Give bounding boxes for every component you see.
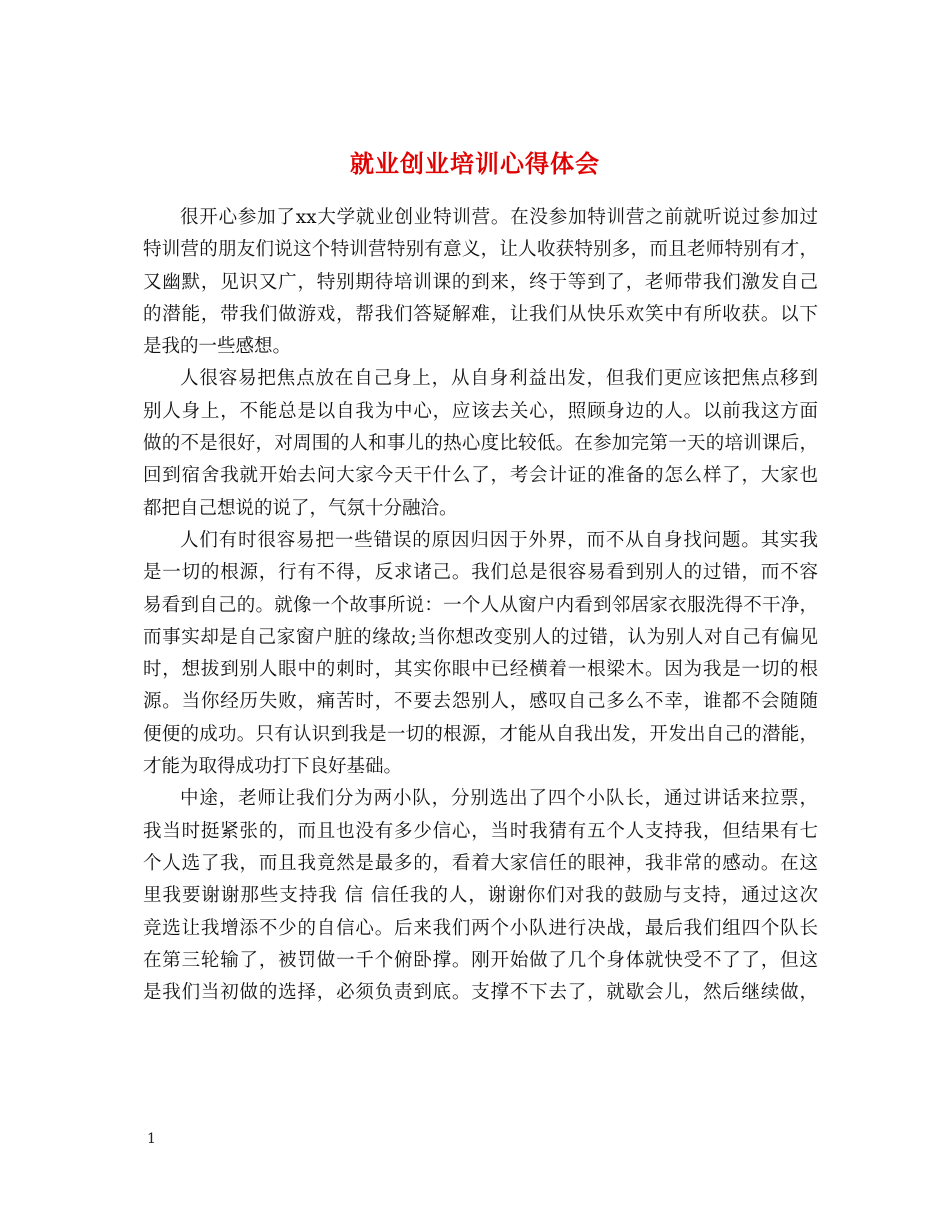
text-line: 的潜能，带我们做游戏，帮我们答疑解难，让我们从快乐欢笑中有所收获。以下 xyxy=(143,303,818,325)
text-line: 人们有时很容易把一些错误的原因归因于外界，而不从自身找问题。其实我 xyxy=(180,529,818,551)
text-line: 时，想拔到别人眼中的刺时，其实你眼中已经横着一根梁木。因为我是一切的根 xyxy=(143,659,818,681)
text-line: 里我要谢谢那些支持我 信 信任我的人，谢谢你们对我的鼓励与支持，通过这次 xyxy=(143,885,818,907)
text-line: 很开心参加了xx大学就业创业特训营。在没参加特训营之前就听说过参加过 xyxy=(180,207,818,228)
text-line: 中途，老师让我们分为两小队，分别选出了四个小队长，通过讲话来拉票， xyxy=(180,788,818,810)
text-line: 才能为取得成功打下良好基础。 xyxy=(143,756,403,778)
document-body xyxy=(143,202,818,1009)
text-line: 易看到自己的。就像一个故事所说：一个人从窗户内看到邻居家衣服洗得不干净， xyxy=(143,594,818,616)
text-line: 是一切的根源，行有不得，反求诸己。我们总是很容易看到别人的过错，而不容 xyxy=(143,562,818,584)
text-line: 个人选了我，而且我竟然是最多的，看着大家信任的眼神，我非常的感动。在这 xyxy=(143,852,818,874)
text-line: 特训营的朋友们说这个特训营特别有意义，让人收获特别多，而且老师特别有才， xyxy=(143,239,818,261)
text-line: 便便的成功。只有认识到我是一切的根源，才能从自我出发，开发出自己的潜能， xyxy=(143,723,818,745)
page-number: 1 xyxy=(147,1131,156,1147)
paragraph-2 xyxy=(143,363,818,524)
document-title: 就业创业培训心得体会 xyxy=(350,149,600,179)
text-line: 人很容易把焦点放在自己身上，从自身利益出发，但我们更应该把焦点移到 xyxy=(180,368,818,390)
paragraph-3 xyxy=(143,525,818,783)
text-line: 别人身上，不能总是以自我为中心，应该去关心，照顾身边的人。以前我这方面 xyxy=(143,400,818,422)
text-line: 做的不是很好，对周围的人和事儿的热心度比较低。在参加完第一天的培训课后， xyxy=(143,433,818,455)
text-line: 是我的一些感想。 xyxy=(143,336,292,358)
text-line: 是我们当初做的选择，必须负责到底。支撑不下去了，就歇会儿，然后继续做， xyxy=(143,982,818,1004)
text-line: 在第三轮输了，被罚做一千个俯卧撑。刚开始做了几个身体就快受不了了，但这 xyxy=(143,949,818,971)
text-line: 源。当你经历失败，痛苦时，不要去怨别人，感叹自己多么不幸，谁都不会随随 xyxy=(143,691,818,713)
text-line: 我当时挺紧张的，而且也没有多少信心，当时我猜有五个人支持我，但结果有七 xyxy=(143,820,818,842)
paragraph-1 xyxy=(143,202,818,363)
text-line: 都把自己想说的说了，气氛十分融洽。 xyxy=(143,497,458,519)
text-line: 而事实却是自己家窗户脏的缘故;当你想改变别人的过错，认为别人对自己有偏见 xyxy=(143,626,818,648)
text-line: 竞选让我增添不少的自信心。后来我们两个小队进行决战，最后我们组四个队长 xyxy=(143,917,818,939)
text-line: 又幽默，见识又广，特别期待培训课的到来，终于等到了，老师带我们激发自己 xyxy=(143,271,818,293)
text-line: 回到宿舍我就开始去问大家今天干什么了，考会计证的准备的怎么样了，大家也 xyxy=(143,465,818,487)
paragraph-4 xyxy=(143,783,818,1009)
